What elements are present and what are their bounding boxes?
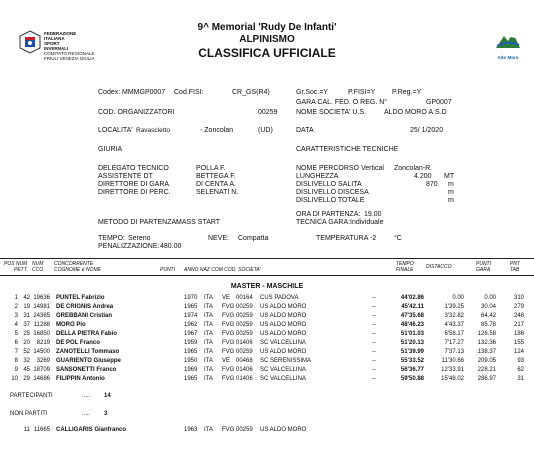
- row-codsoc: 00468: [236, 358, 253, 364]
- row-com: VE: [222, 295, 231, 301]
- row-pett: 42: [23, 295, 30, 301]
- row-name: DE POL Franco: [56, 340, 100, 346]
- tecnica-value: Individuale: [350, 219, 384, 226]
- row-cod: 8219: [36, 340, 50, 346]
- row-pos: 3: [14, 313, 18, 319]
- row-anno: 1970: [184, 295, 198, 301]
- dir-perc-label: DIRETTORE DI PERC.: [98, 189, 171, 196]
- row-anno: 1965: [184, 304, 198, 310]
- col-pos-l1: POS NUM: [4, 261, 28, 267]
- row-tab: 279: [513, 304, 524, 310]
- row-name: GREBBANI Cristian: [56, 313, 113, 319]
- col-cod: CCO: [32, 267, 44, 273]
- row-anno: 1950: [184, 358, 198, 364]
- partecipanti-dots: .....: [82, 393, 91, 399]
- row-name: MORO Pio: [56, 322, 86, 328]
- nome-soc-label: NOME SOCIETA' U.S.: [296, 109, 367, 116]
- row-tab: 124: [513, 349, 524, 355]
- disl-totale-unit: m: [448, 197, 454, 204]
- row-com: FVG: [222, 322, 235, 328]
- non-partiti-value: 3: [104, 411, 108, 417]
- row-pos: 6: [14, 340, 18, 346]
- aldo-moro-logo-text: Alto Moro: [497, 55, 519, 60]
- row-com: VE: [222, 358, 231, 364]
- col-concorrente: CONCORRENTE: [54, 261, 94, 267]
- table-row: [0, 312, 534, 321]
- ora-label: ORA DI PARTENZA:: [296, 211, 361, 218]
- row-soc: SC VALCELLINA: [260, 376, 306, 382]
- row-distacco: 12'33.91: [441, 367, 464, 373]
- localita-dash: - Zoncolan: [200, 127, 234, 134]
- cod-org-value: 00259: [258, 109, 278, 116]
- row-punti: 228.21: [477, 367, 496, 373]
- row-tab: 186: [513, 331, 524, 337]
- gara-cal-value: GP0007: [426, 99, 452, 106]
- assistente-label: ASSISTENTE DT: [98, 173, 153, 180]
- delegato-value: POLLA F.: [196, 165, 226, 172]
- col-cognome-nome: COGNOME e NOME: [54, 267, 101, 273]
- row-distacco: 6'58.17: [444, 331, 464, 337]
- lunghezza-unit: MT: [444, 173, 455, 180]
- tempo-value: Sereno: [128, 235, 151, 242]
- codex-value: MMMGP0007: [122, 89, 166, 96]
- row-soc: CUS PADOVA: [260, 295, 299, 301]
- row-anno: 1965: [184, 349, 198, 355]
- nome-perc-value: Zoncolan-R.: [394, 165, 433, 172]
- classification-title: CLASSIFICA UFFICIALE: [198, 46, 336, 60]
- row-pos: 7: [14, 349, 18, 355]
- data-value: 25/ 1/2020: [410, 127, 444, 134]
- row-tab: 155: [513, 340, 524, 346]
- row-codsoc: 00259: [236, 313, 253, 319]
- row-naz: ITA: [204, 340, 213, 346]
- table-row: [0, 357, 534, 366]
- table-row: [0, 375, 534, 384]
- row-naz: ITA: [204, 295, 213, 301]
- row-dash: --: [372, 313, 376, 319]
- row-dash: --: [372, 295, 376, 301]
- fisi-line-6: FRIULI VENEZIA GIULIA: [44, 56, 95, 61]
- np-naz: ITA: [204, 427, 213, 433]
- col-anno-naz-com-soc: ANNO NAZ COM COD. SOCIETA': [184, 267, 261, 273]
- fisi-line-1: FEDERAZIONE: [44, 31, 77, 36]
- row-punti: 126.58: [477, 331, 496, 337]
- row-pett: 45: [23, 367, 30, 373]
- col-pnt: PNT: [510, 261, 520, 267]
- col-punti-gara: PUNTI: [476, 261, 491, 267]
- row-cod: 14981: [33, 304, 50, 310]
- tempo-label: TEMPO:: [98, 235, 125, 242]
- row-tempo: 59'50.88: [400, 376, 424, 382]
- fisi-line-4: INVERNALI: [44, 46, 69, 51]
- row-name: DELLA PIETRA Fabio: [56, 331, 117, 337]
- row-tempo: 44'02.86: [400, 295, 424, 301]
- cod-org-label: COD. ORGANIZZATORI: [98, 109, 175, 116]
- disl-salita-unit: m: [448, 181, 454, 188]
- row-dash: --: [372, 376, 376, 382]
- row-cod: 3269: [36, 358, 50, 364]
- row-pett: 37: [23, 322, 30, 328]
- row-soc: US ALDO MORO: [260, 331, 307, 337]
- row-dash: --: [372, 340, 376, 346]
- col-gara: GARA: [476, 267, 491, 273]
- pfisi: P.FISI=Y: [348, 89, 376, 96]
- row-pett: 29: [23, 376, 30, 382]
- row-tab: 248: [513, 313, 524, 319]
- row-dash: --: [372, 304, 376, 310]
- metodo-value: MASS START: [176, 219, 221, 226]
- dir-gara-label: DIRETTORE DI GARA: [98, 181, 170, 188]
- row-anno: 1959: [184, 340, 198, 346]
- penal-label: PENALIZZAZIONE:: [98, 243, 160, 250]
- header-rule-top: [0, 258, 534, 259]
- disl-discesa-label: DISLIVELLO DISCESA: [296, 189, 369, 196]
- nome-soc-value: ALDO MORO A.S.D: [384, 109, 447, 116]
- header-rule-bottom: [0, 275, 534, 276]
- row-com: FVG: [222, 331, 235, 337]
- row-tempo: 47'35.68: [400, 313, 424, 319]
- row-dash: --: [372, 349, 376, 355]
- row-pos: 2: [14, 304, 18, 310]
- row-naz: ITA: [204, 331, 213, 337]
- row-naz: ITA: [204, 313, 213, 319]
- row-tab: 62: [517, 367, 524, 373]
- col-punti: PUNTI: [160, 267, 175, 273]
- row-pos: 8: [14, 358, 18, 364]
- row-punti: 30.04: [480, 304, 496, 310]
- neve-value: Compatta: [238, 235, 269, 242]
- disl-salita-label: DISLIVELLO SALITA: [296, 181, 362, 188]
- row-com: FVG: [222, 340, 235, 346]
- row-distacco: 11'30.66: [441, 358, 464, 364]
- row-com: FVG: [222, 313, 235, 319]
- row-distacco: 15'48.02: [441, 376, 464, 382]
- localita-label: LOCALITA': [98, 127, 133, 134]
- aldo-moro-logo: [494, 30, 522, 60]
- row-distacco: 0.00: [452, 295, 464, 301]
- row-codsoc: 00164: [236, 295, 253, 301]
- row-com: FVG: [222, 367, 235, 373]
- row-tempo: 48'46.23: [400, 322, 424, 328]
- row-pett: 25: [23, 331, 30, 337]
- temperatura-value: -2: [370, 235, 377, 242]
- fisi-line-3: SPORT: [44, 41, 60, 46]
- row-codsoc: 01406: [236, 340, 253, 346]
- row-distacco: 7'37.13: [444, 349, 464, 355]
- row-soc: SC VALCELLINA: [260, 340, 306, 346]
- codfisi-label: Cod.FISI:: [174, 89, 204, 96]
- partecipanti-label: PARTECIPANTI: [10, 393, 53, 399]
- row-tempo: 51'39.99: [400, 349, 424, 355]
- row-naz: ITA: [204, 367, 213, 373]
- row-naz: ITA: [204, 358, 213, 364]
- row-cod: 14500: [33, 349, 50, 355]
- category-title: MASTER - MASCHILE: [230, 283, 304, 290]
- row-cod: 11288: [33, 322, 50, 328]
- temperatura-label: TEMPERATURA: [316, 235, 369, 242]
- row-tempo: 51'20.13: [400, 340, 424, 346]
- row-punti: 132.36: [477, 340, 496, 346]
- row-punti: 0.00: [484, 295, 496, 301]
- np-name: CALLIGARIS Gianfranco: [56, 427, 127, 433]
- row-naz: ITA: [204, 304, 213, 310]
- row-punti: 209.05: [477, 358, 496, 364]
- np-codsoc: 00259: [236, 427, 253, 433]
- row-punti: 64.42: [480, 313, 496, 319]
- delegato-label: DELEGATO TECNICO: [98, 165, 169, 172]
- row-cod: 24365: [33, 313, 50, 319]
- row-anno: 1974: [184, 313, 198, 319]
- row-pett: 32: [23, 358, 30, 364]
- disl-totale-label: DISLIVELLO TOTALE: [296, 197, 365, 204]
- row-cod: 16850: [33, 331, 50, 337]
- row-pos: 9: [14, 367, 18, 373]
- preg: P.Reg.=Y: [392, 89, 422, 96]
- row-distacco: 3'32.82: [444, 313, 464, 319]
- caratt-label: CARATTERISTICHE TECNICHE: [296, 146, 399, 153]
- row-pett: 52: [23, 349, 30, 355]
- table-row: [0, 339, 534, 348]
- col-finale: FINALE: [396, 267, 414, 273]
- non-partiti-row: [0, 426, 534, 435]
- lunghezza-value: 4.200: [414, 173, 432, 180]
- assistente-value: BETTEGA F.: [196, 173, 236, 180]
- row-codsoc: 01406: [236, 367, 253, 373]
- np-com: FVG: [222, 427, 235, 433]
- row-anno: 1965: [184, 376, 198, 382]
- row-dash: --: [372, 367, 376, 373]
- row-pett: 20: [23, 340, 30, 346]
- row-pos: 5: [14, 331, 18, 337]
- row-cod: 19636: [33, 295, 50, 301]
- table-row: [0, 294, 534, 303]
- ora-value: 19.00: [364, 211, 382, 218]
- localita-value: Ravascletto: [136, 127, 170, 134]
- row-name: PUNTEL Fabrizio: [56, 295, 105, 301]
- row-pos: 4: [14, 322, 18, 328]
- lunghezza-label: LUNGHEZZA: [296, 173, 339, 180]
- row-codsoc: 00259: [236, 349, 253, 355]
- dir-perc-value: SELENATI N.: [196, 189, 239, 196]
- row-soc: US ALDO MORO: [260, 304, 307, 310]
- row-pos: 1: [14, 295, 18, 301]
- row-cod: 14686: [33, 376, 50, 382]
- temperatura-unit: °C: [394, 235, 402, 242]
- row-anno: 1969: [184, 367, 198, 373]
- row-punti: 85.78: [480, 322, 496, 328]
- row-distacco: 4'43.37: [444, 322, 464, 328]
- row-anno: 1967: [184, 331, 198, 337]
- non-partiti-dots: .....: [82, 411, 91, 417]
- row-naz: ITA: [204, 322, 213, 328]
- giuria-label: GIURIA: [98, 146, 123, 153]
- row-dash: --: [372, 331, 376, 337]
- table-row: [0, 330, 534, 339]
- table-row: [0, 366, 534, 375]
- row-soc: US ALDO MORO: [260, 313, 307, 319]
- table-row: [0, 321, 534, 330]
- codfisi-value: CR_GS(R4): [232, 89, 270, 96]
- row-name: DE CRIGNIS Andrea: [56, 304, 114, 310]
- row-tab: 31: [517, 376, 524, 382]
- np-soc: US ALDO MORO: [260, 427, 307, 433]
- col-num: NUM: [32, 261, 44, 267]
- discipline-title: ALPINISMO: [239, 34, 295, 45]
- tecnica-label: TECNICA GARA:: [296, 219, 351, 226]
- disl-discesa-unit: m: [448, 189, 454, 196]
- row-tempo: 55'33.52: [400, 358, 424, 364]
- non-partiti-label: NON PARTITI: [10, 411, 48, 417]
- nome-perc-label: NOME PERCORSO Vertical: [296, 165, 384, 172]
- grsoc: Gr.Soc.=Y: [296, 89, 329, 96]
- row-punti: 138.37: [477, 349, 496, 355]
- row-com: FVG: [222, 376, 235, 382]
- row-codsoc: 00259: [236, 322, 253, 328]
- row-tempo: 56'36.77: [400, 367, 424, 373]
- col-tab: TAB: [510, 267, 520, 273]
- row-soc: SC VALCELLINA: [260, 367, 306, 373]
- row-name: ZANOTELLI Tommaso: [56, 349, 120, 355]
- neve-label: NEVE:: [208, 235, 230, 242]
- row-soc: US ALDO MORO: [260, 322, 307, 328]
- row-distacco: 7'17.27: [444, 340, 464, 346]
- row-anno: 1962: [184, 322, 198, 328]
- row-dash: --: [372, 358, 376, 364]
- np-cod: 11665: [33, 427, 50, 433]
- row-dash: --: [372, 322, 376, 328]
- col-distacco: DISTACCO: [426, 264, 452, 270]
- row-name: SANSONETTI Franco: [56, 367, 117, 373]
- row-distacco: 1'39.25: [444, 304, 464, 310]
- row-punti: 286.97: [477, 376, 496, 382]
- localita-prov: (UD): [258, 127, 273, 134]
- row-tempo: 45'42.11: [401, 304, 424, 310]
- np-pos: 11: [23, 427, 30, 433]
- mountain-logo-icon: [494, 30, 522, 50]
- row-codsoc: 00259: [236, 331, 253, 337]
- row-cod: 18709: [33, 367, 50, 373]
- codex-label: Codex:: [98, 89, 121, 96]
- penal-value: 480.00: [160, 243, 182, 250]
- row-naz: ITA: [204, 349, 213, 355]
- fisi-line-2: ITALIANA: [44, 36, 65, 41]
- memorial-title: 9^ Memorial 'Rudy De Infanti': [197, 22, 337, 33]
- dir-gara-value: DI CENTA A.: [196, 181, 236, 188]
- row-com: FVG: [222, 349, 235, 355]
- table-row: [0, 303, 534, 312]
- partecipanti-value: 14: [104, 393, 111, 399]
- row-codsoc: 01406: [236, 376, 253, 382]
- row-name: FILIPPIN Antonio: [56, 376, 105, 382]
- row-tab: 93: [517, 358, 524, 364]
- disl-salita-value: 870: [426, 181, 438, 188]
- row-name: GUARIENTO Giuseppe: [56, 358, 121, 364]
- table-row: [0, 348, 534, 357]
- row-soc: SC SERENISSIMA: [260, 358, 312, 364]
- row-pos: 10: [11, 376, 18, 382]
- fisi-line-5: COMITATO REGIONALE: [44, 51, 95, 56]
- col-pett: PETT: [14, 267, 27, 273]
- row-codsoc: 00259: [236, 304, 253, 310]
- row-tab: 217: [513, 322, 524, 328]
- row-pett: 19: [23, 304, 30, 310]
- metodo-label: METODO DI PARTENZA:: [98, 219, 179, 226]
- row-naz: ITA: [204, 376, 213, 382]
- row-tab: 310: [513, 295, 524, 301]
- row-tempo: 51'01.03: [400, 331, 424, 337]
- np-anno: 1963: [184, 427, 198, 433]
- row-soc: US ALDO MORO: [260, 349, 307, 355]
- gara-cal-label: GARA CAL. FED. O REG. N°: [296, 99, 388, 106]
- data-label: DATA: [296, 127, 314, 134]
- col-tempo: TEMPO: [396, 261, 414, 267]
- row-com: FVG: [222, 304, 235, 310]
- row-pett: 31: [23, 313, 30, 319]
